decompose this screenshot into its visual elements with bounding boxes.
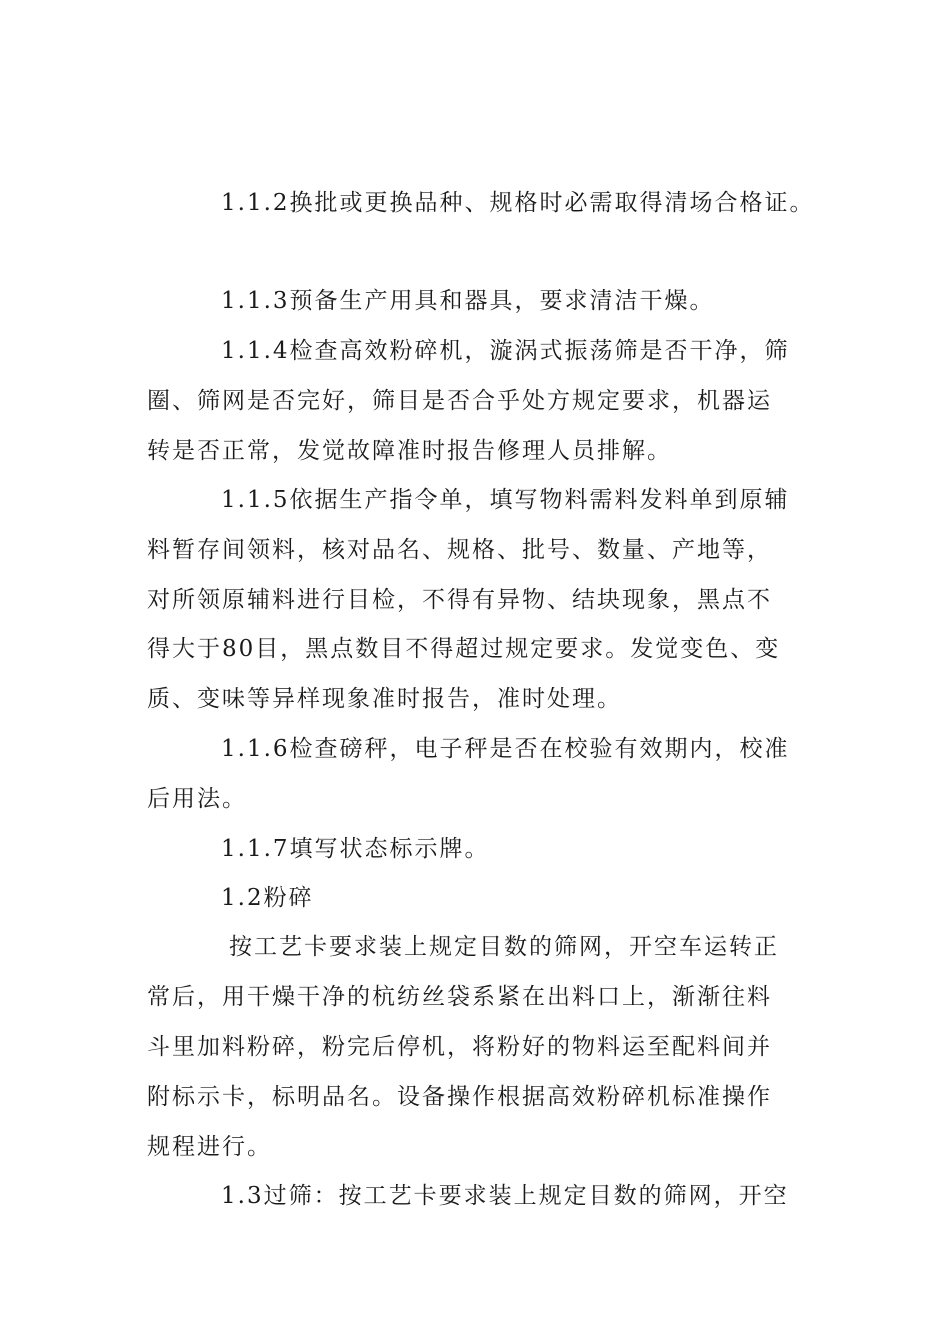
section-1-2-heading: 1.2粉碎: [221, 885, 314, 911]
clause-1-1-4-line-3: 转是否正常，发觉故障准时报告修理人员排解。: [147, 438, 672, 464]
clause-1-1-7: 1.1.7填写状态标示牌。: [221, 836, 490, 862]
clause-1-1-5-line-4: 得大于80目，黑点数目不得超过规定要求。发觉变色、变: [147, 636, 781, 662]
clause-1-1-2: 1.1.2换批或更换品种、规格时必需取得清场合格证。: [221, 190, 815, 216]
clause-1-1-6-line-2: 后用法。: [147, 786, 247, 812]
section-1-2-line-4: 附标示卡，标明品名。设备操作根据高效粉碎机标准操作: [147, 1084, 772, 1110]
section-1-2-line-5: 规程进行。: [147, 1134, 272, 1160]
section-1-3-line-1: 1.3过筛：按工艺卡要求装上规定目数的筛网，开空: [221, 1183, 789, 1209]
clause-1-1-5-line-2: 料暂存间领料，核对品名、规格、批号、数量、产地等，: [147, 537, 772, 563]
clause-1-1-4-line-2: 圈、筛网是否完好，筛目是否合乎处方规定要求，机器运: [147, 388, 772, 414]
clause-1-1-5-line-5: 质、变味等异样现象准时报告，准时处理。: [147, 686, 622, 712]
section-1-2-line-2: 常后，用干燥干净的杭纺丝袋系紧在出料口上，渐渐往料: [147, 984, 772, 1010]
clause-1-1-5-line-1: 1.1.5依据生产指令单，填写物料需料发料单到原辅: [221, 487, 790, 513]
clause-1-1-5-line-3: 对所领原辅料进行目检，不得有异物、结块现象，黑点不: [147, 587, 772, 613]
section-1-2-line-3: 斗里加料粉碎，粉完后停机，将粉好的物料运至配料间并: [147, 1034, 772, 1060]
clause-1-1-4-line-1: 1.1.4检查高效粉碎机，漩涡式振荡筛是否干净，筛: [221, 338, 790, 364]
section-1-2-line-1: 按工艺卡要求装上规定目数的筛网，开空车运转正: [229, 934, 779, 960]
clause-1-1-6-line-1: 1.1.6检查磅秤，电子秤是否在校验有效期内，校准: [221, 736, 790, 762]
clause-1-1-3: 1.1.3预备生产用具和器具，要求清洁干燥。: [221, 288, 715, 314]
